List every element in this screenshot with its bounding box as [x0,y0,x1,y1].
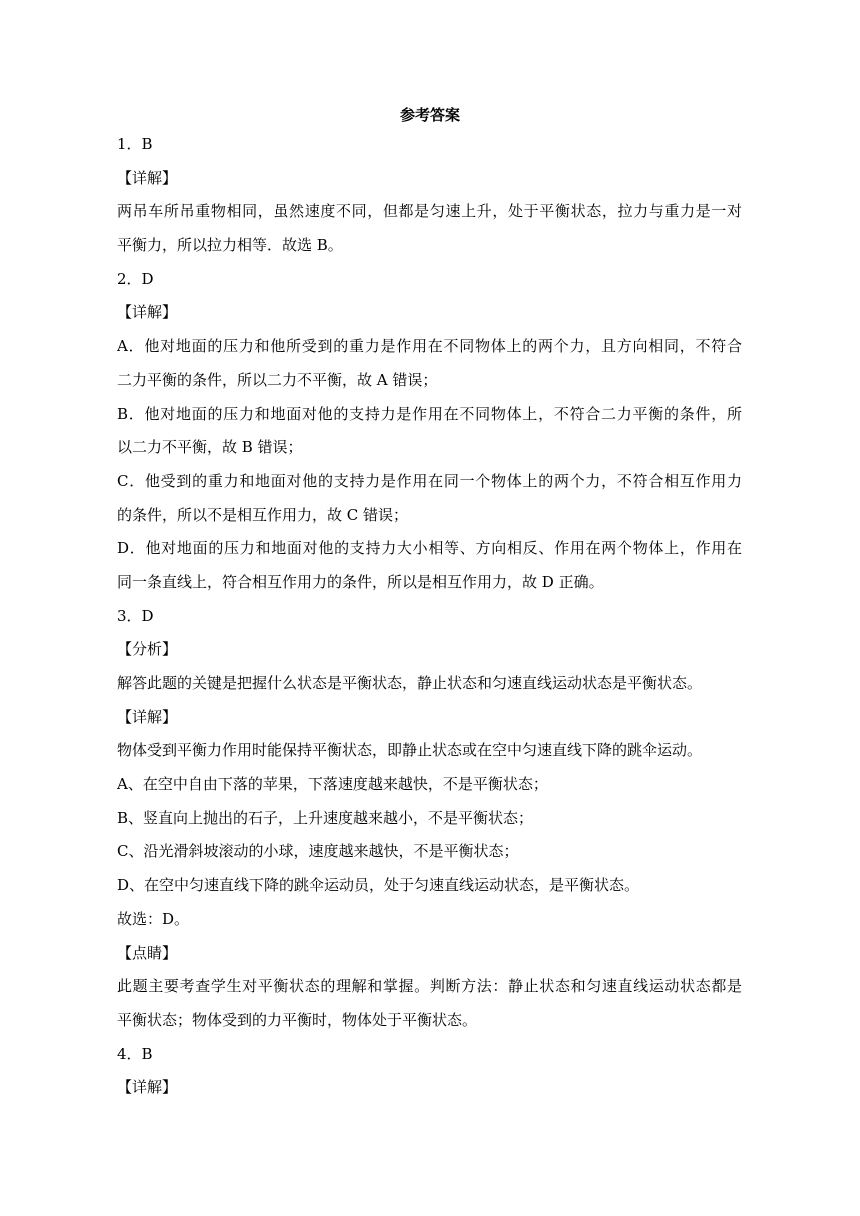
answer-number: 4．B [117,1044,153,1063]
section-heading: 【分析】 [117,640,178,659]
explanation-line: C．他受到的重力和地面对他的支持力是作用在同一个物体上的两个力，不符合相互作用力 [117,471,742,490]
explanation-line: 平衡状态；物体受到的力平衡时，物体处于平衡状态。 [117,1010,478,1029]
section-heading: 【详解】 [117,168,178,187]
section-heading: 【详解】 [117,707,178,726]
explanation-line: B．他对地面的压力和地面对他的支持力是作用在不同物体上，不符合二力平衡的条件，所 [117,404,742,423]
section-heading: 【详解】 [117,303,178,322]
answer-number: 3．D [117,606,154,625]
explanation-line: D、在空中匀速直线下降的跳伞运动员，处于匀速直线运动状态，是平衡状态。 [117,876,640,895]
section-heading: 【详解】 [117,1078,178,1097]
section-heading: 【点睛】 [117,943,178,962]
explanation-line: D．他对地面的压力和地面对他的支持力大小相等、方向相反、作用在两个物体上，作用在 [117,539,742,558]
explanation-line: 解答此题的关键是把握什么状态是平衡状态，静止状态和匀速直线运动状态是平衡状态。 [117,674,703,692]
explanation-line: 二力平衡的条件，所以二力不平衡，故 A 错误； [117,370,438,389]
explanation-line: A、在空中自由下落的苹果，下落速度越来越快，不是平衡状态； [117,775,548,794]
explanation-line: 以二力不平衡，故 B 错误； [117,438,303,457]
explanation-line: 两吊车所吊重物相同，虽然速度不同，但都是匀速上升，处于平衡状态，拉力与重力是一对 [117,202,742,221]
answer-content [117,133,742,1110]
explanation-line: C、沿光滑斜坡滚动的小球，速度越来越快，不是平衡状态； [117,842,519,861]
explanation-line: 同一条直线上，符合相互作用力的条件，所以是相互作用力，故 D 正确。 [117,572,604,591]
explanation-line: 物体受到平衡力作用时能保持平衡状态，即静止状态或在空中匀速直线下降的跳伞运动。 [117,741,703,760]
answer-number: 2．D [117,269,154,288]
explanation-line: 的条件，所以不是相互作用力，故 C 错误； [117,505,409,524]
page-title: 参考答案 [399,106,460,124]
explanation-line: 平衡力，所以拉力相等．故选 B。 [117,236,343,255]
explanation-line: A．他对地面的压力和他所受到的重力是作用在不同物体上的两个力，且方向相同，不符合 [117,337,742,356]
explanation-line: 此题主要考查学生对平衡状态的理解和掌握。判断方法：静止状态和匀速直线运动状态都是 [117,977,742,996]
explanation-line: 故选：D。 [117,909,190,928]
answer-number: 1．B [117,135,153,153]
explanation-line: B、竖直向上抛出的石子，上升速度越来越小，不是平衡状态； [117,808,534,827]
